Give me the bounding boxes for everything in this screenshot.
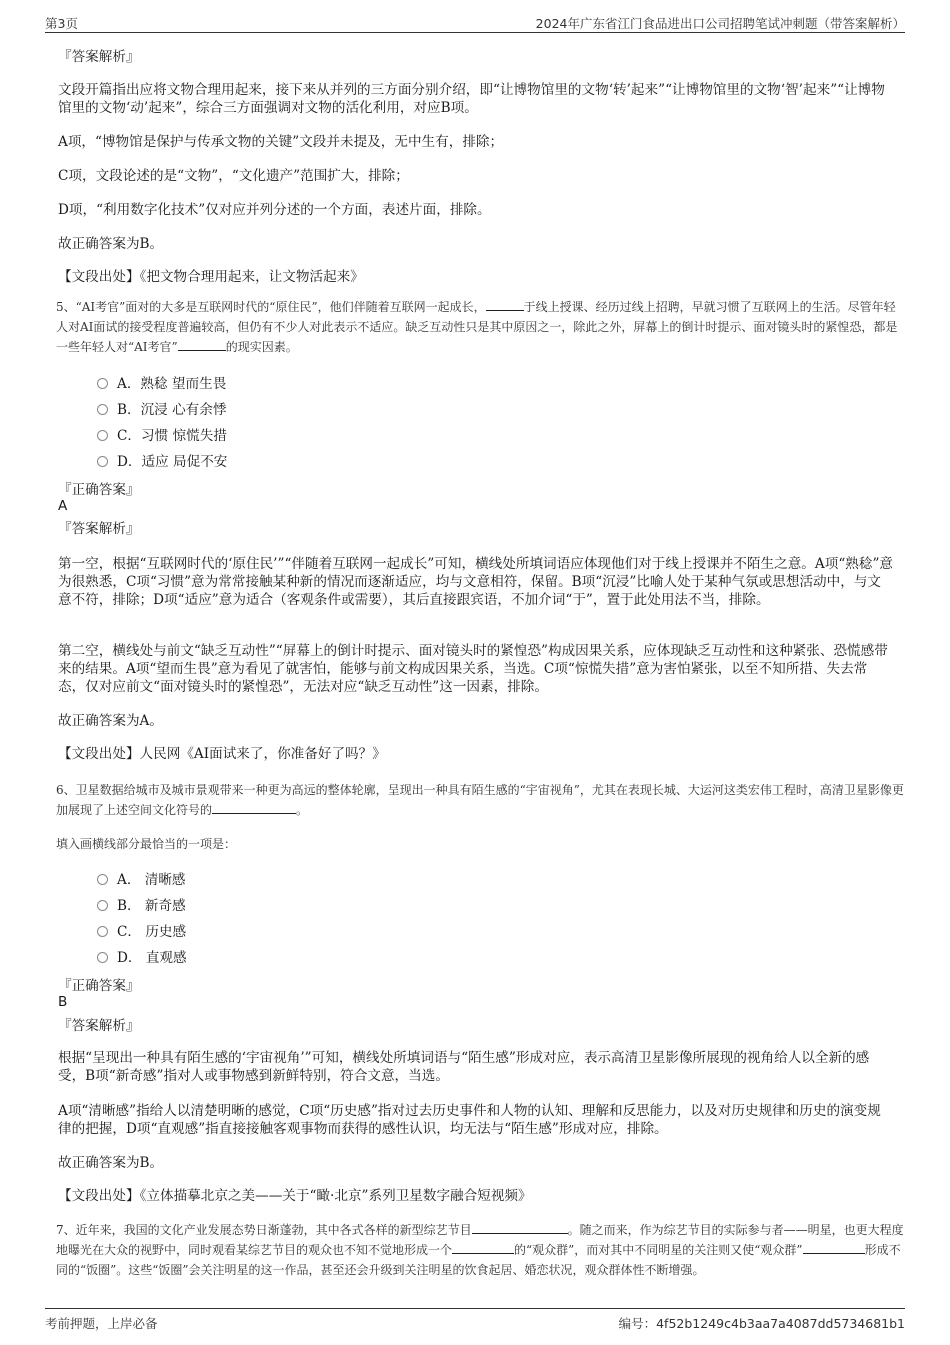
radio-icon xyxy=(97,926,108,937)
source-citation: 【文段出处】《立体描摹北京之美——关于“瞰·北京”系列卫星数字融合短视频》 xyxy=(58,1188,532,1204)
correct-answer-label: 『正确答案』 xyxy=(58,482,140,498)
option-a[interactable]: A．熟稔 望而生畏 xyxy=(97,375,226,393)
page-number: 第3页 xyxy=(45,16,78,31)
blank xyxy=(178,338,226,351)
blank xyxy=(212,801,296,814)
conclusion: 故正确答案为B。 xyxy=(58,236,164,252)
conclusion: 故正确答案为A。 xyxy=(58,713,163,729)
radio-icon xyxy=(97,430,108,441)
analysis-paragraph: D项，“利用数字化技术”仅对应并列分述的一个方面，表述片面，排除。 xyxy=(58,202,491,218)
analysis-paragraph: C项，文段论述的是“文物”，“文化遗产”范围扩大，排除； xyxy=(58,168,409,184)
radio-icon xyxy=(97,456,108,467)
option-b[interactable]: B．沉浸 心有余悸 xyxy=(97,401,226,419)
question-7-text: 7、近年来，我国的文化产业发展态势日渐蓬勃，其中各式各样的新型综艺节目 。随之而来，作为综艺节目的实际参与者——明星，也更大程度地曝光在大众的视野中，同时观看某综艺节目的观众也不知不觉地形成一个 的“观众群”，而对其中不同明星的关注则又使“观众群” 形成不同的“饭圈”。这些“饭圈”会关注明星的这一作品，甚至还会升级到关注明星的饮食起居、婚恋状况，观众群体性不断增强。 xyxy=(56,1223,904,1277)
source-citation: 【文段出处】人民网《AI面试来了，你准备好了吗？》 xyxy=(58,746,386,762)
analysis-paragraph: 文段开篇指出应将文物合理用起来，接下来从并列的三方面分别介绍，即“让博物馆里的文物‘转’起来”“让博物馆里的文物‘智’起来”“让博物馆里的文物‘动’起来”，综合三方面强调对文物的活化利用，对应B项。 xyxy=(58,82,885,116)
option-d[interactable]: D． 直观感 xyxy=(97,949,187,967)
option-b[interactable]: B． 新奇感 xyxy=(97,897,186,915)
blank xyxy=(452,1241,514,1254)
conclusion: 故正确答案为B。 xyxy=(58,1155,164,1171)
radio-icon xyxy=(97,900,108,911)
analysis-paragraph: A项，“博物馆是保护与传承文物的关键”文段并未提及，无中生有，排除； xyxy=(58,134,504,150)
blank xyxy=(803,1241,865,1254)
analysis-label: 『答案解析』 xyxy=(58,521,140,537)
document-id: 编号：4f52b1249c4b3aa7a4087dd5734681b1 xyxy=(618,1316,905,1331)
blank xyxy=(486,298,524,311)
option-c[interactable]: C． 历史感 xyxy=(97,923,186,941)
header-rule xyxy=(45,32,905,33)
radio-icon xyxy=(97,404,108,415)
radio-icon xyxy=(97,378,108,389)
source-citation: 【文段出处】《把文物合理用起来，让文物活起来》 xyxy=(58,269,364,285)
blank xyxy=(472,1221,568,1234)
option-d[interactable]: D．适应 局促不安 xyxy=(97,453,227,471)
radio-icon xyxy=(97,874,108,885)
radio-icon xyxy=(97,952,108,963)
analysis-paragraph: 第一空，根据“互联网时代的‘原住民’”“伴随着互联网一起成长”可知，横线处所填词语应体现他们对于线上授课并不陌生之意。A项“熟稔”意为很熟悉，C项“习惯”意为常常接触某种新的情况而逐渐适应，均与文意相符，保留。B项“沉浸”比喻人处于某种气氛或思想活动中，与文意不符，排除；D项“适应”意为适合（客观条件或需要），其后直接跟宾语，不加介词“于”，置于此处用法不当，排除。 xyxy=(58,556,893,608)
document-title: 2024年广东省江门食品进出口公司招聘笔试冲刺题（带答案解析） xyxy=(535,16,905,31)
option-a[interactable]: A． 清晰感 xyxy=(97,871,186,889)
footer-rule xyxy=(45,1308,905,1309)
analysis-label: 『答案解析』 xyxy=(58,49,140,65)
option-c[interactable]: C．习惯 惊慌失措 xyxy=(97,427,227,445)
question-6-text: 6、卫星数据给城市及城市景观带来一种更为高远的整体轮廓，呈现出一种具有陌生感的“宇宙视角”，尤其在表现长城、大运河这类宏伟工程时，高清卫星影像更加展现了上述空间文化符号的 。 xyxy=(56,783,904,817)
correct-answer: B xyxy=(58,994,68,1010)
analysis-paragraph: 第二空，横线处与前文“缺乏互动性”“屏幕上的倒计时提示、面对镜头时的紧惶恐”构成因果关系，应体现缺乏互动性和这种紧张、恐慌感带来的结果。A项“望而生畏”意为看见了就害怕，能够与前文构成因果关系，当选。C项“惊慌失措”意为害怕紧张，以至不知所措、失去常态，仅对应前文“面对镜头时的紧惶恐”，无法对应“缺乏互动性”这一因素，排除。 xyxy=(58,643,888,695)
question-5-text: 5、“AI考官”面对的大多是互联网时代的“原住民”，他们伴随着互联网一起成长， 于线上授课、经历过线上招聘，早就习惯了互联网上的生活。尽管年轻人对AI面试的接受程度普遍较高，但仍有不少人对此表示不适应。缺乏互动性只是其中原因之一，除此之外，屏幕上的倒计时提示、面对镜头时的紧惶恐，都是一些年轻人对“AI考官” 的现实因素。 xyxy=(56,300,898,354)
footer-slogan: 考前押题，上岸必备 xyxy=(45,1316,158,1331)
correct-answer-label: 『正确答案』 xyxy=(58,978,140,994)
instruction: 填入画横线部分最恰当的一项是： xyxy=(56,837,237,851)
correct-answer: A xyxy=(58,498,68,514)
analysis-paragraph: A项“清晰感”指给人以清楚明晰的感觉，C项“历史感”指对过去历史事件和人物的认知、理解和反思能力，以及对历史规律和历史的演变规律的把握，D项“直观感”指直接接触客观事物而获得的感性认识，均无法与“陌生感”形成对应，排除。 xyxy=(58,1103,881,1137)
analysis-paragraph: 根据“呈现出一种具有陌生感的‘宇宙视角’”可知，横线处所填词语与“陌生感”形成对应，表示高清卫星影像所展现的视角给人以全新的感受，B项“新奇感”指对人或事物感到新鲜特别，符合文意，当选。 xyxy=(58,1050,870,1084)
analysis-label: 『答案解析』 xyxy=(58,1018,140,1034)
